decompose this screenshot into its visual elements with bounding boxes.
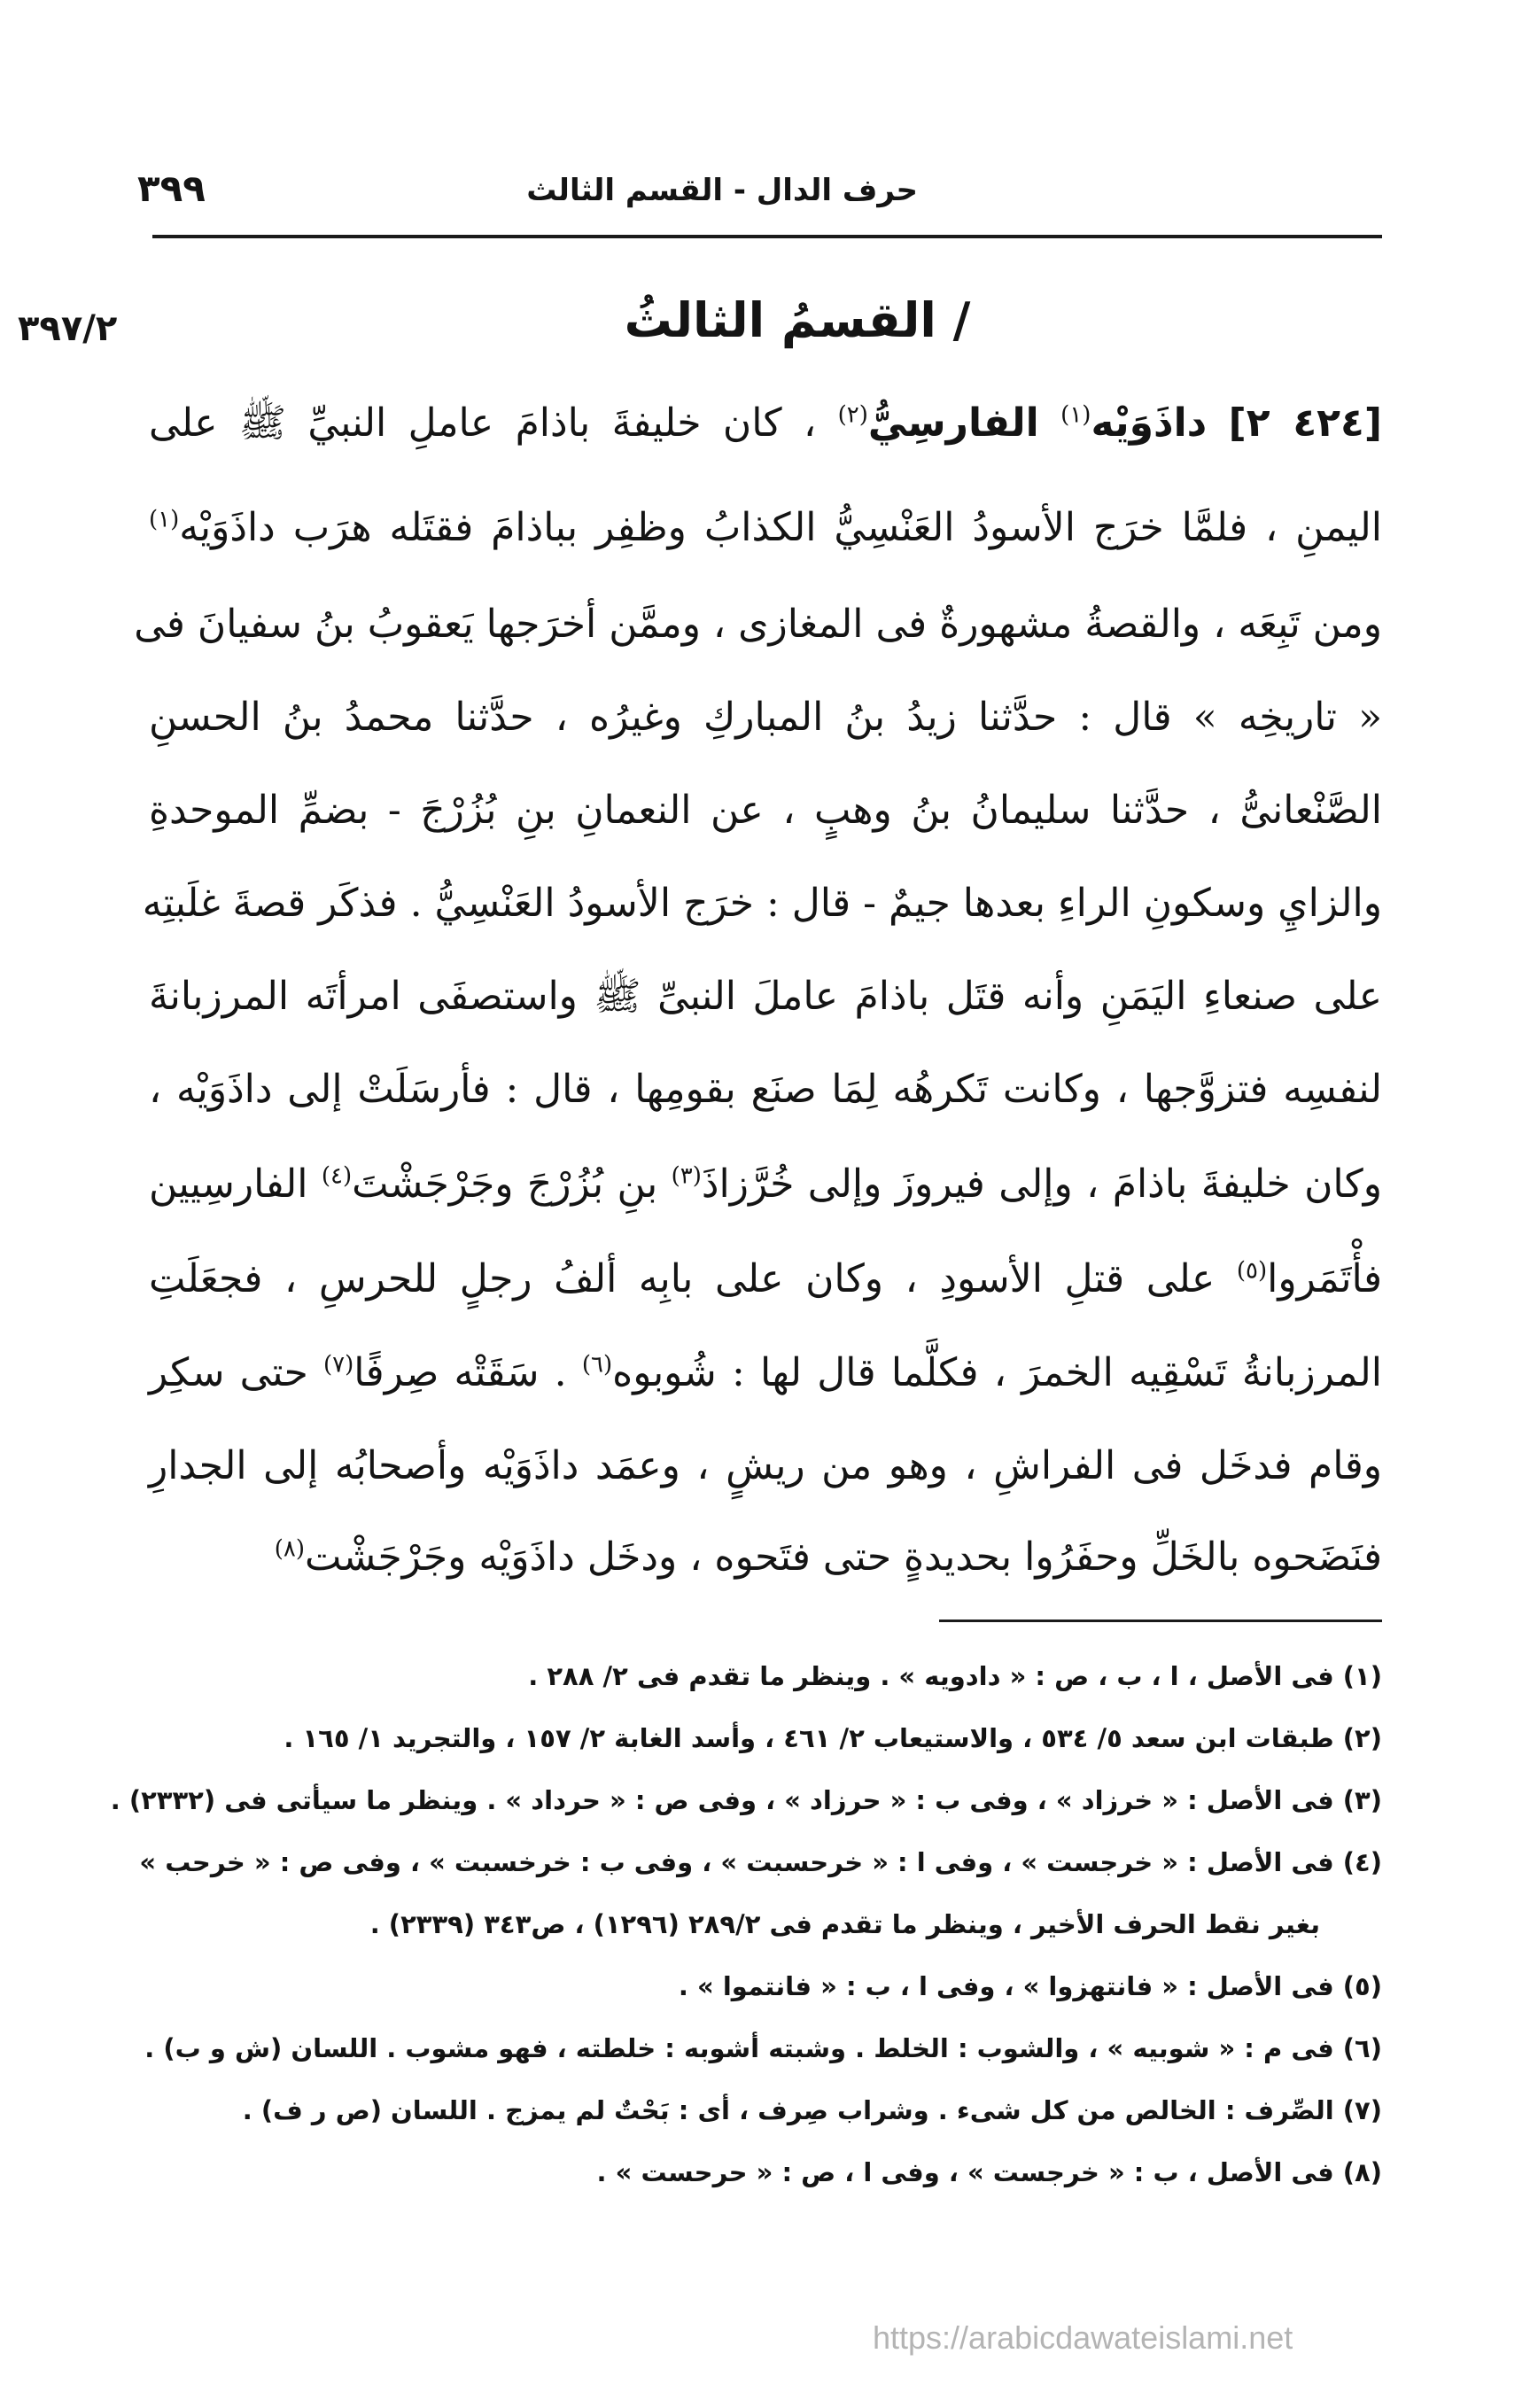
footnote-mark: (٨) [274, 1535, 305, 1563]
footnote-mark: (٣) [671, 1162, 702, 1190]
body-text: اليمنِ ، فلمَّا خرَج الأسودُ العَنْسِيُّ الكذابُ وظفِر بباذامَ فقتَله هرَب داذَوَيْه [179, 505, 1382, 550]
footnote-mark: (٥) [1236, 1257, 1268, 1285]
body-text: والزايِ وسكونِ الراءِ بعدها جيمٌ - قال : خرَج الأسودُ العَنْسِيُّ . فذكَر قصةَ غلَبتِه [142, 881, 1382, 926]
page-number: ٣٩٩ [137, 167, 206, 210]
entry-number: [٤٢٤ ٢] [1228, 400, 1382, 446]
body-text: حتى سكِر [149, 1350, 308, 1395]
footnote-5: (٥) فى الأصل : « فانتهزوا » ، وفى ا ، ب : « فانتموا » . [678, 1971, 1382, 2001]
body-line-8 [149, 1054, 1382, 1125]
body-text: فنَضَحوه بالخَلِّ وحفَرُوا بحديدةٍ حتى فتَحوه ، ودخَل داذَوَيْه وجَرْجَشْت [305, 1534, 1382, 1580]
body-text: على صنعاءِ اليَمَنِ وأنه قتَل باذامَ عاملَ النبىِّ ﷺ واستصفَى امرأتَه المرزبانةَ [149, 974, 1382, 1019]
body-line-6 [142, 868, 1382, 939]
footnote-mark: (٦) [581, 1351, 613, 1379]
body-text: « تاريخِه » قال : حدَّثنا زيدُ بنُ المباركِ وغيرُه ، حدَّثنا محمدُ بنُ الحسنِ [149, 695, 1382, 740]
footnote-2: (٢) طبقات ابن سعد ٥/ ٥٣٤ ، والاستيعاب ٢/ ٤٦١ ، وأسد الغابة ٢/ ١٥٧ ، والتجريد ١/ ١٦٥ . [284, 1723, 1382, 1753]
body-text: . سَقَتْه صِرفًا [353, 1350, 567, 1395]
footnote-4: (٤) فى الأصل : « خرجست » ، وفى ا : « خرحسبت » ، وفى ب : خرخسبت » ، وفى ص : « خرحب » [139, 1847, 1382, 1877]
footnote-mark: (١) [149, 506, 180, 533]
footnote-6: (٦) فى م : « شوبيه » ، والشوب : الخلط . وشبته أشوبه : خلطته ، فهو مشوب . اللسان (ش و ب) . [144, 2033, 1382, 2063]
footnote-4-continued: بغير نقط الحرف الأخير ، وينظر ما تقدم فى ٢٨٩/٢ (١٢٩٦) ، ص٣٤٣ (٢٣٣٩) . [369, 1909, 1320, 1939]
footnote-mark: (٧) [322, 1351, 354, 1379]
entry-nisba: الفارسِيُّ [867, 400, 1039, 446]
body-text: بنِ بُزُرْجَ وجَرْجَشْتَ [352, 1161, 658, 1207]
body-line-7 [149, 961, 1382, 1032]
entry-name: داذَوَيْه [1091, 400, 1208, 446]
body-text: الصَّنْعانىُّ ، حدَّثنا سليمانُ بنُ وهبٍ ، عن النعمانِ بنِ بُزُرْجَ - بضمِّ الموحدةِ [149, 788, 1382, 833]
watermark-url: https://arabicdawateislami.net [873, 2319, 1293, 2356]
body-line-10 [149, 1244, 1382, 1315]
body-text: لنفسِه فتزوَّجها ، وكانت تَكرهُه لِمَا صنَع بقومِها ، قال : فأرسَلَتْ إلى داذَوَيْه ، [149, 1067, 1382, 1112]
body-text: وقام فدخَل فى الفراشِ ، وهو من ريشٍ ، وعمَد داذَوَيْه وأصحابُه إلى الجدارِ [149, 1443, 1382, 1488]
body-line-13 [149, 1522, 1382, 1593]
body-line-9 [149, 1149, 1382, 1220]
footnote-mark: (٤) [321, 1162, 353, 1190]
body-text: فأْتَمَروا [1267, 1256, 1382, 1301]
footnote-mark: (٢) [837, 401, 868, 429]
footnote-7: (٧) الصِّرف : الخالص من كل شىء . وشراب صِرف ، أى : بَحْتٌ لم يمزج . اللسان (ص ر ف) . [242, 2095, 1382, 2125]
body-line-12 [149, 1431, 1382, 1502]
footnote-8: (٨) فى الأصل ، ب : « خرجست » ، وفى ا ، ص : « حرحست » . [596, 2157, 1382, 2187]
body-line-1 [149, 388, 1382, 459]
body-line-2 [149, 493, 1382, 563]
body-text: ومن تَبِعَه ، والقصةُ مشهورةٌ فى المغازى ، وممَّن أخرَجها يَعقوبُ بنُ سفيانَ فى [134, 602, 1382, 647]
footnote-rule [939, 1620, 1382, 1622]
body-line-4 [149, 682, 1382, 753]
body-text: ، كان خليفةَ باذامَ عاملِ النبيِّ ﷺ على [149, 400, 817, 446]
body-line-5 [149, 775, 1382, 846]
footnote-3: (٣) فى الأصل : « خرزاد » ، وفى ب : « حرزاد » ، وفى ص : « حرداد » . وينظر ما سيأتى فى (٢٣٣٢) . [110, 1785, 1382, 1815]
side-reference: ٣٩٧/٢ [18, 308, 118, 349]
body-line-3 [134, 589, 1382, 660]
body-text: وكان خليفةَ باذامَ ، وإلى فيروزَ وإلى خُرَّزاذَ [701, 1161, 1382, 1207]
header-rule [152, 235, 1382, 238]
body-text: الفارسِيين [149, 1161, 308, 1207]
running-header-title: حرف الدال - القسم الثالث [526, 173, 918, 208]
body-text: على قتلِ الأسودِ ، وكان على بابِه ألفُ رجلٍ للحرسِ ، فجعَلَتِ [149, 1256, 1216, 1301]
footnote-mark: (١) [1060, 401, 1091, 429]
body-line-11 [149, 1338, 1382, 1409]
body-text: المرزبانةُ تَسْقِيه الخمرَ ، فكلَّما قال لها : شُوبوه [612, 1350, 1382, 1395]
section-title: / القسمُ الثالثُ [624, 292, 971, 348]
footnote-1: (١) فى الأصل ، ا ، ب ، ص : « دادويه » . وينظر ما تقدم فى ٢/ ٢٨٨ . [528, 1661, 1382, 1691]
